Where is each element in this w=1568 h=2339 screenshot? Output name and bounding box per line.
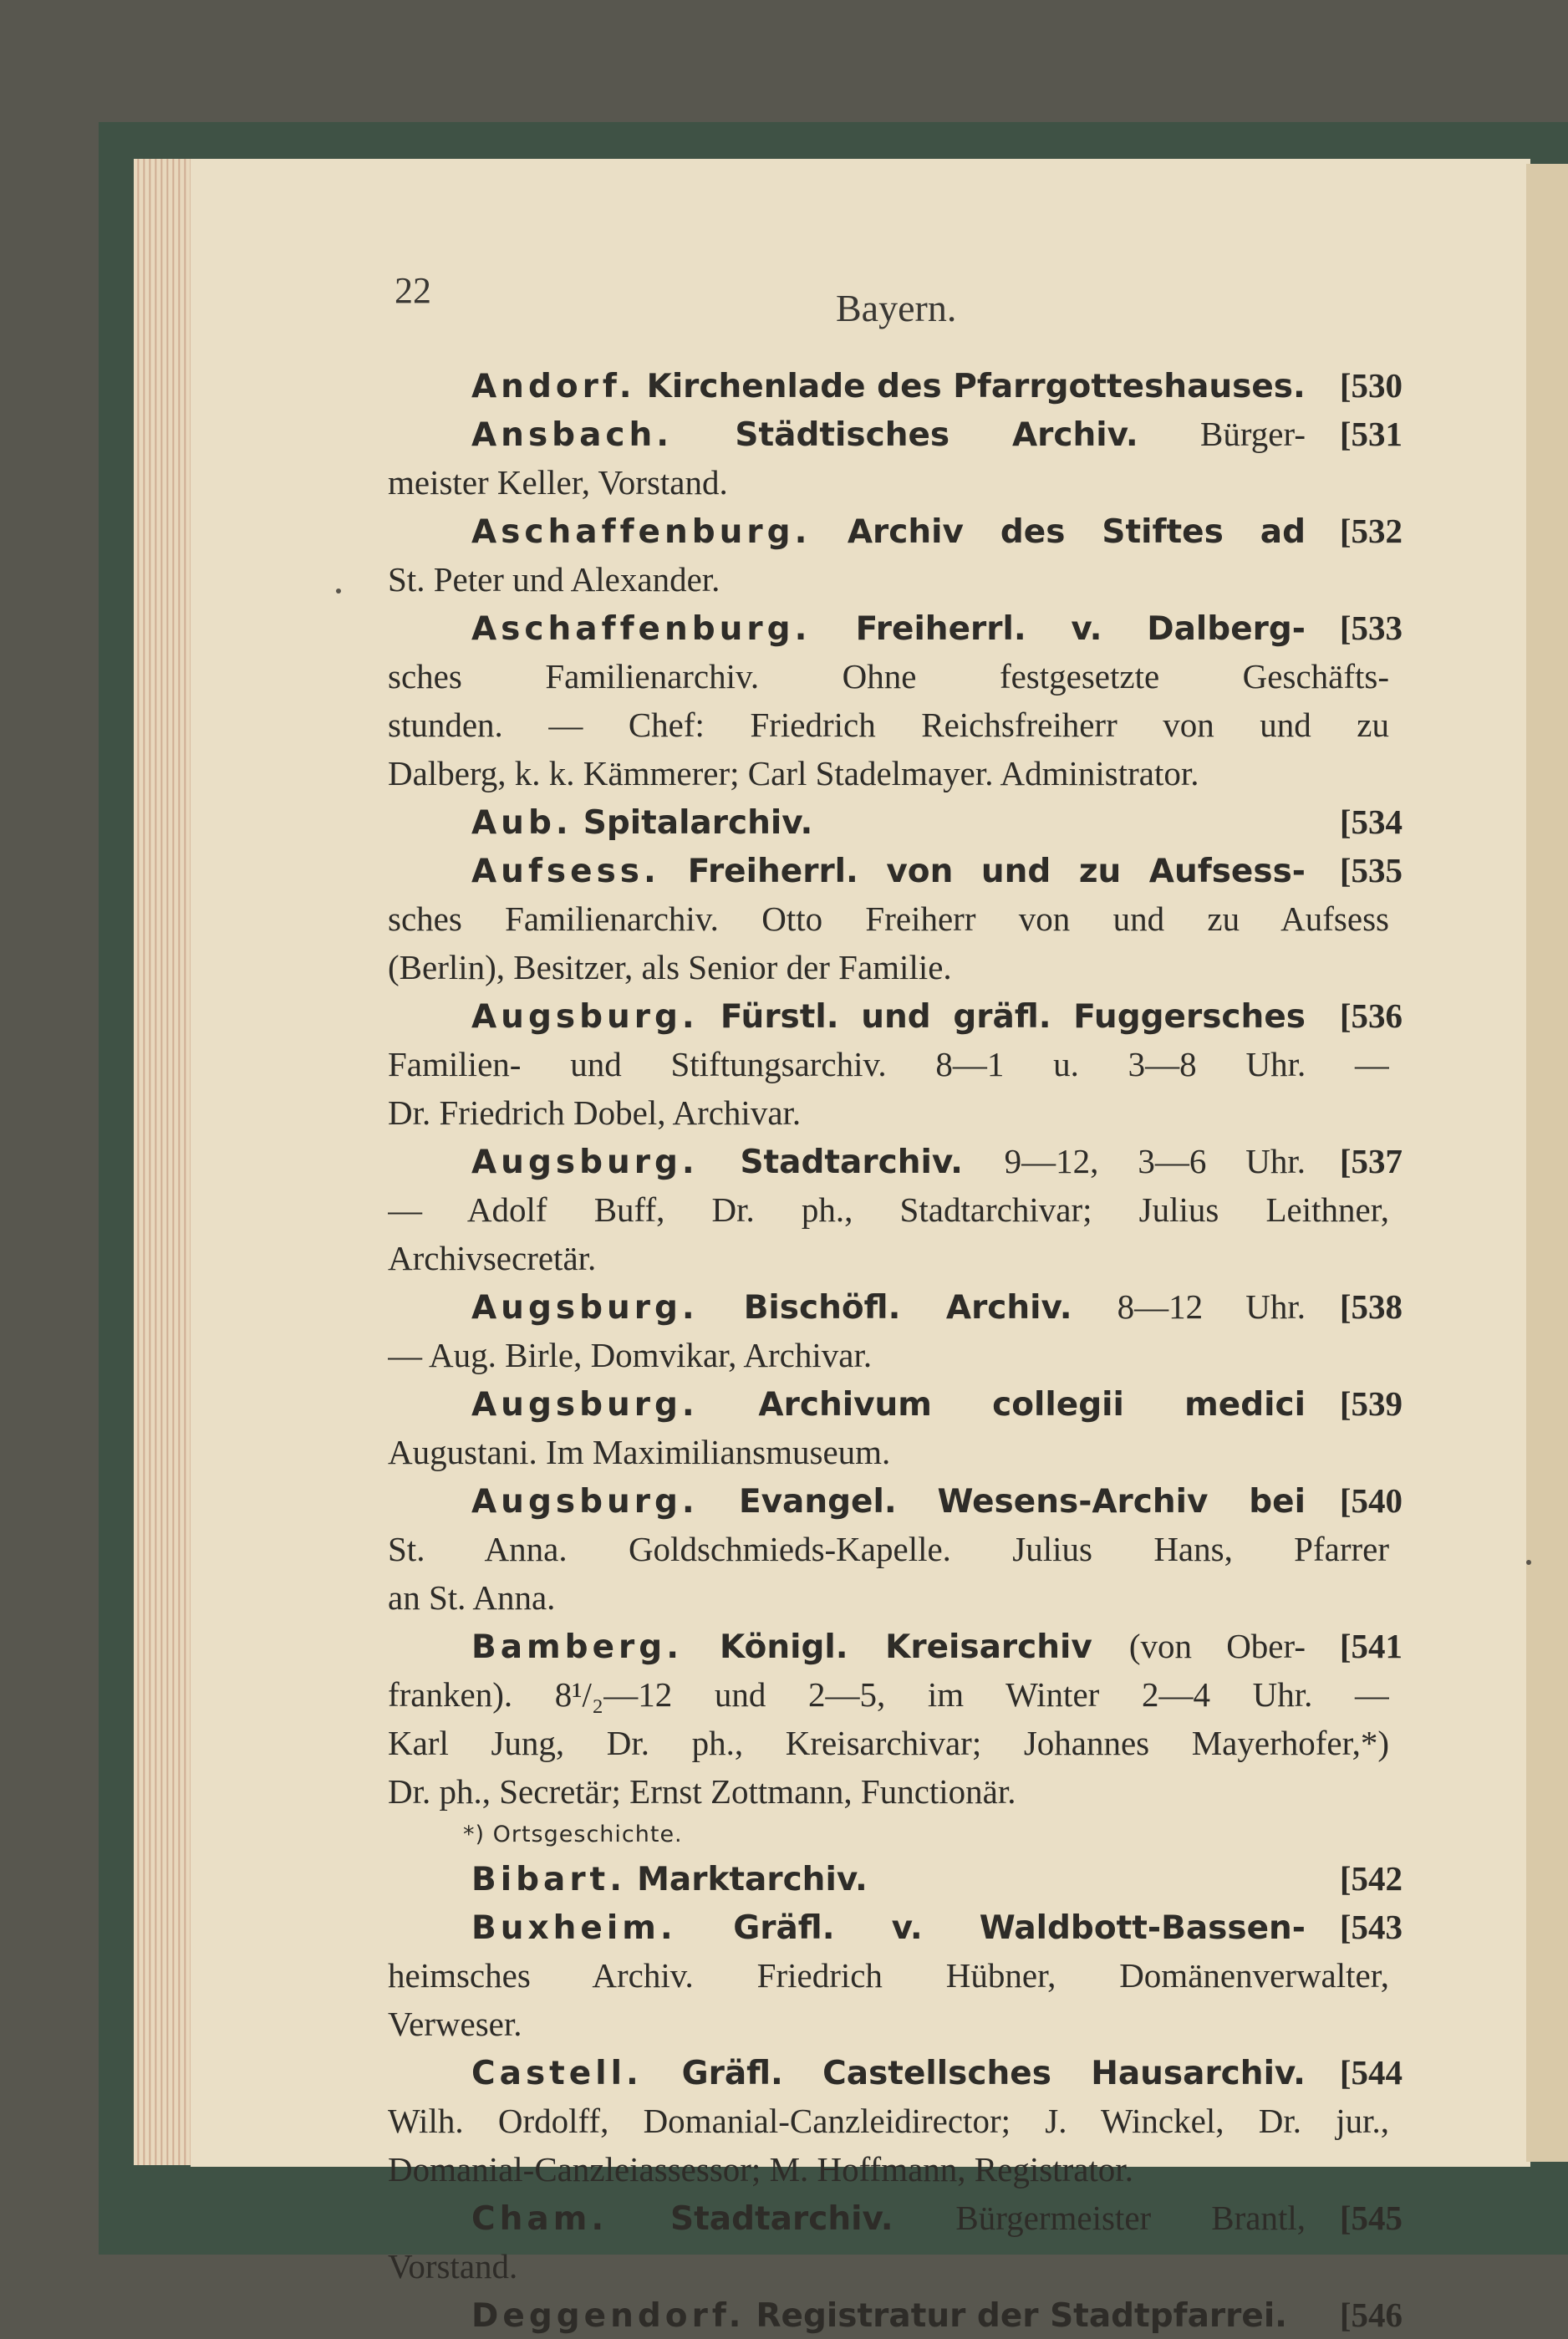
entry-title: Stadtarchiv. <box>740 1144 963 1181</box>
entry-first-line <box>388 1476 1389 1525</box>
entry-first-line <box>388 2291 1389 2339</box>
entry-number: [532 <box>1339 512 1403 550</box>
entry-number: [538 <box>1339 1287 1403 1326</box>
entry-first-line <box>388 410 1389 458</box>
entry-first-line <box>388 991 1389 1040</box>
entry-number: [531 <box>1339 415 1403 453</box>
entry-title: Städtisches Archiv. <box>735 416 1138 454</box>
entry-number: [539 <box>1339 1384 1403 1423</box>
entry-number: [535 <box>1339 851 1403 889</box>
entry-title: Archivum collegii medici <box>758 1386 1306 1424</box>
entry-place: Augsburg. <box>471 1386 699 1424</box>
entry-title: Registratur der Stadtpfarrei. <box>756 2297 1287 2335</box>
entry-place: Ansbach. <box>471 416 674 454</box>
entry-continuation-line: (Berlin), Besitzer, als Senior der Familie. <box>388 948 952 986</box>
entry-title: Kirchenlade des Pfarrgotteshauses. <box>646 368 1306 405</box>
page-number: 22 <box>395 270 431 311</box>
entry-title: Spitalarchiv. <box>583 804 813 842</box>
entry-first-line <box>388 2048 1389 2097</box>
entry-continuation-line: Dr. Friedrich Dobel, Archivar. <box>388 1093 802 1132</box>
entry-detail: 8—12 Uhr. <box>1117 1287 1306 1326</box>
entry-continuation-line: franken). 8¹/₂—12 und 2—5, im Winter 2—4 Uhr. — <box>388 1675 1389 1714</box>
entry-number: [530 <box>1339 366 1403 405</box>
entry-first-line <box>388 798 1389 846</box>
entry-number: [546 <box>1339 2296 1403 2334</box>
entry-title: Evangel. Wesens-Archiv bei <box>738 1483 1306 1521</box>
entry-continuation-line: Verweser. <box>388 2005 522 2043</box>
entry-first-line <box>388 1903 1389 1951</box>
entry-title: Marktarchiv. <box>637 1861 868 1898</box>
archive-entry <box>388 2194 1403 2291</box>
entry-place: Augsburg. <box>471 998 699 1036</box>
entry-continuation-line: Archivsecretär. <box>388 1239 597 1277</box>
entry-continuation-line: heimsches Archiv. Friedrich Hübner, Domänenverwalter, <box>388 1956 1389 1995</box>
entry-title: Archiv des Stiftes ad <box>847 513 1306 551</box>
entry-first-line <box>388 846 1389 894</box>
entry-continuation-line: Augustani. Im Maximiliansmuseum. <box>388 1433 891 1471</box>
entry-continuation-line: Vorstand. <box>388 2247 518 2285</box>
archive-entry <box>388 361 1403 410</box>
footnote: *) Ortsgeschichte. <box>463 1822 683 1847</box>
entry-number: [541 <box>1339 1627 1403 1665</box>
entry-place: Castell. <box>471 2055 643 2092</box>
entry-continuation-line: — Aug. Birle, Domvikar, Archivar. <box>388 1336 873 1374</box>
entry-continuation-line: Familien- und Stiftungsarchiv. 8—1 u. 3—8 Uhr. — <box>388 1045 1389 1083</box>
speck <box>1526 1560 1531 1565</box>
entry-place: Deggendorf. <box>471 2297 746 2335</box>
entry-number: [534 <box>1339 803 1403 841</box>
entry-place: Buxheim. <box>471 1909 677 1947</box>
entry-continuation-line: Domanial-Canzleiassessor; M. Hoffmann, Registrator. <box>388 2150 1133 2189</box>
entry-first-line <box>388 1379 1389 1428</box>
entry-title: Fürstl. und gräfl. Fuggersches <box>720 998 1306 1036</box>
archive-entry <box>388 2048 1403 2194</box>
entry-number: [544 <box>1339 2053 1403 2092</box>
entry-first-line <box>388 507 1389 555</box>
entry-continuation-line: St. Peter und Alexander. <box>388 560 720 599</box>
entry-number: [542 <box>1339 1859 1403 1898</box>
entry-detail: Bürger- <box>1200 415 1306 453</box>
entry-first-line <box>388 1137 1389 1185</box>
archive-entry <box>388 1854 1403 1903</box>
entry-detail: (von Ober- <box>1128 1627 1306 1665</box>
entry-place: Bibart. <box>471 1861 627 1898</box>
entry-continuation-line: Karl Jung, Dr. ph., Kreisarchivar; Johannes Mayerhofer,*) <box>388 1724 1389 1762</box>
entry-title: Freiherrl. v. Dalberg- <box>855 610 1306 648</box>
entry-title: Gräfl. Castellsches Hausarchiv. <box>681 2055 1306 2092</box>
page-header <box>0 0 1568 351</box>
archive-entry <box>388 1137 1403 1282</box>
entry-title: Bischöfl. Archiv. <box>743 1289 1072 1327</box>
entry-continuation-line: St. Anna. Goldschmieds-Kapelle. Julius Hans, Pfarrer <box>388 1530 1389 1568</box>
running-head: Bayern. <box>836 287 957 329</box>
archive-entry <box>388 507 1403 604</box>
entry-continuation-line: meister Keller, Vorstand. <box>388 463 728 502</box>
entry-place: Andorf. <box>471 368 636 405</box>
entry-place: Aub. <box>471 804 573 842</box>
entry-continuation-line: sches Familienarchiv. Otto Freiherr von und zu Aufsess <box>388 899 1389 938</box>
entry-place: Bamberg. <box>471 1628 684 1666</box>
entry-number: [540 <box>1339 1481 1403 1520</box>
entry-first-line <box>388 2194 1389 2242</box>
entry-title: Königl. Kreisarchiv <box>720 1628 1092 1666</box>
entry-place: Aufsess. <box>471 853 660 890</box>
entry-continuation-line: Dalberg, k. k. Kämmerer; Carl Stadelmayer. Administrator. <box>388 754 1199 792</box>
entry-continuation-line: stunden. — Chef: Friedrich Reichsfreiherr von und zu <box>388 706 1389 744</box>
speck <box>336 589 341 594</box>
entry-continuation-line: an St. Anna. <box>388 1578 556 1617</box>
archive-entry <box>388 991 1403 1137</box>
entry-continuation-line: Wilh. Ordolff, Domanial-Canzleidirector; J. Winckel, Dr. jur., <box>388 2102 1389 2140</box>
archive-entry <box>388 2291 1403 2339</box>
archive-entry <box>388 1903 1403 2048</box>
archive-entry <box>388 798 1403 846</box>
entry-title: Gräfl. v. Waldbott-Bassen- <box>733 1909 1306 1947</box>
entry-number: [536 <box>1339 996 1403 1035</box>
page-edges <box>134 159 192 2165</box>
entry-first-line <box>388 1282 1389 1331</box>
archive-entry <box>388 846 1403 991</box>
entry-place: Cham. <box>471 2200 608 2238</box>
entry-number: [545 <box>1339 2199 1403 2237</box>
entry-place: Augsburg. <box>471 1289 699 1327</box>
entry-continuation-line: — Adolf Buff, Dr. ph., Stadtarchivar; Julius Leithner, <box>388 1190 1389 1229</box>
archive-entry <box>388 604 1403 798</box>
entry-first-line <box>388 361 1389 410</box>
entry-place: Aschaffenburg. <box>471 610 812 648</box>
archive-entry <box>388 1476 1403 1622</box>
entry-first-line <box>388 1854 1389 1903</box>
entry-continuation-line: Dr. ph., Secretär; Ernst Zottmann, Functionär. <box>388 1772 1016 1811</box>
entry-place: Augsburg. <box>471 1483 699 1521</box>
entry-detail: Bürgermeister Brantl, <box>955 2199 1306 2237</box>
entry-place: Aschaffenburg. <box>471 513 812 551</box>
entry-detail: 9—12, 3—6 Uhr. <box>1004 1142 1306 1180</box>
entry-number: [537 <box>1339 1142 1403 1180</box>
archive-entry <box>388 1282 1403 1379</box>
entry-first-line <box>388 1622 1389 1670</box>
entry-number: [533 <box>1339 609 1403 647</box>
entry-continuation-line: sches Familienarchiv. Ohne festgesetzte Geschäfts- <box>388 657 1389 696</box>
facing-page-edge <box>1526 164 1568 2162</box>
entry-number: [543 <box>1339 1908 1403 1946</box>
entry-title: Freiherrl. von und zu Aufsess- <box>687 853 1306 890</box>
entry-first-line <box>388 604 1389 652</box>
archive-list <box>388 361 1403 2339</box>
archive-entry <box>388 1622 1403 1854</box>
archive-entry <box>388 1379 1403 1476</box>
entry-place: Augsburg. <box>471 1144 699 1181</box>
archive-entry <box>388 410 1403 507</box>
entry-title: Stadtarchiv. <box>670 2200 893 2238</box>
